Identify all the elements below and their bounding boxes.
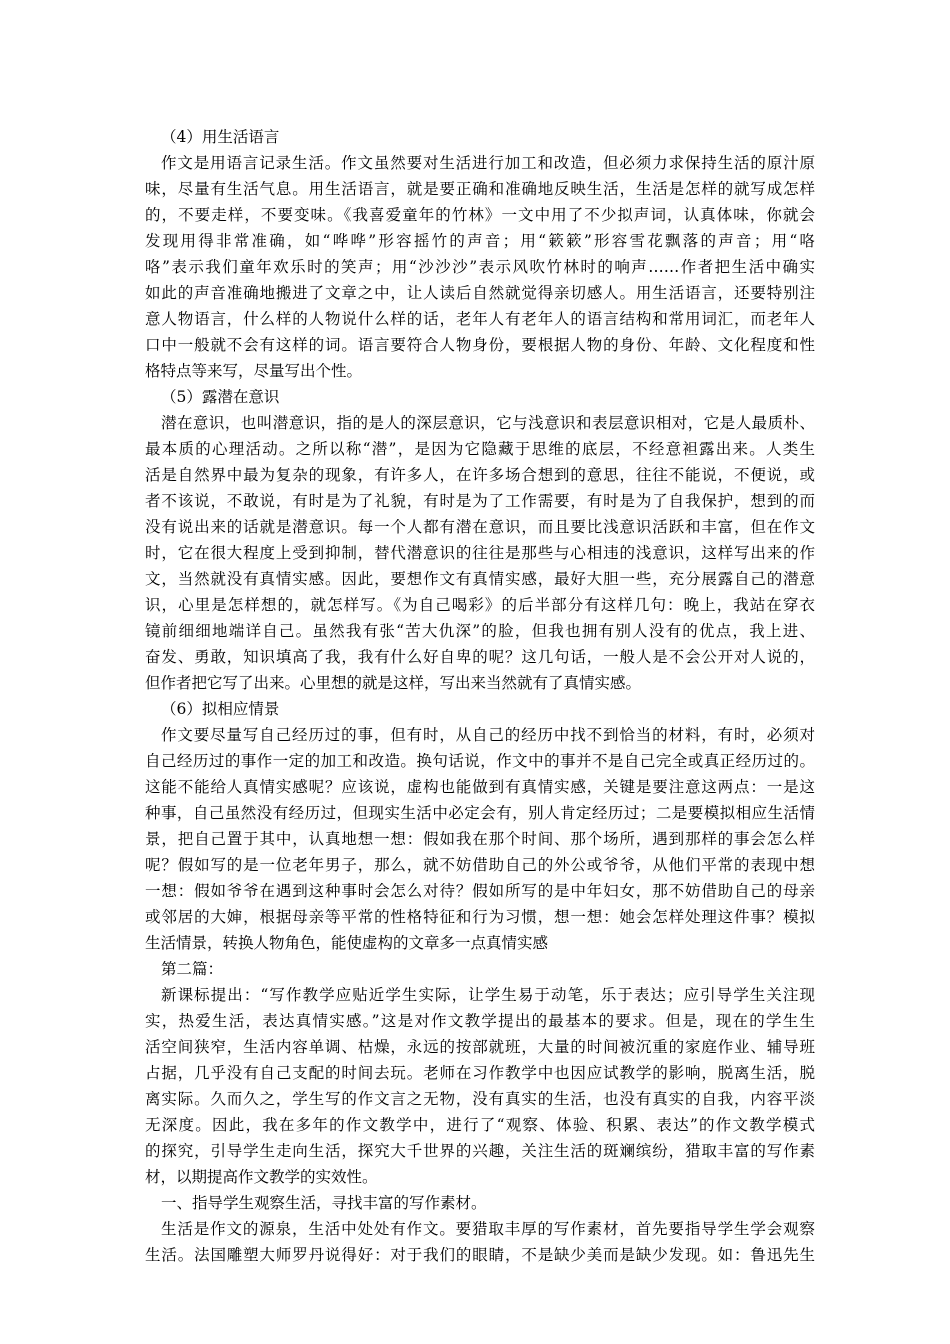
paragraph-line: 实，热爱生活，表达真情实感。”这是对作文教学提出的最基本的要求。但是，现在的学生生 <box>145 1012 815 1030</box>
paragraph-line: 文，当然就没有真情实感。因此，要想作文有真情实感，最好大胆一些，充分展露自己的潜意 <box>145 570 815 588</box>
paragraph-line: 意人物语言，什么样的人物说什么样的话，老年人有老年人的语言结构和常用词汇，而老年人 <box>145 310 815 328</box>
paragraph-line: 占据，几乎没有自己支配的时间去玩。老师在习作教学中也因应试教学的影响，脱离生活，脱 <box>145 1064 815 1082</box>
paragraph-line: 活是自然界中最为复杂的现象，有许多人，在许多场合想到的意思，往往不能说，不便说，或 <box>145 466 815 484</box>
paragraph-line: 格特点等来写，尽量写出个性。 <box>145 362 363 380</box>
paragraph-line: 最本质的心理活动。之所以称“潜”，是因为它隐藏于思维的底层，不经意袒露出来。人类生 <box>145 440 815 458</box>
paragraph-line: 离实际。久而久之，学生写的作文言之无物，没有真实的生活，也没有真实的自我，内容平淡 <box>145 1090 815 1108</box>
part-heading: 第二篇： <box>161 960 224 978</box>
paragraph-line: 的探究，引导学生走向生活，探究大千世界的兴趣，关注生活的斑斓缤纷，猎取丰富的写作素 <box>145 1142 815 1160</box>
paragraph-line: 作文是用语言记录生活。作文虽然要对生活进行加工和改造，但必须力求保持生活的原汁原 <box>161 154 815 172</box>
paragraph-line: 作文要尽量写自己经历过的事，但有时，从自己的经历中找不到恰当的材料，有时，必须对 <box>161 726 815 744</box>
section-heading: （5）露潜在意识 <box>161 388 280 406</box>
paragraph-line: 景，把自己置于其中，认真地想一想：假如我在那个时间、那个场所，遇到那样的事会怎么样 <box>145 830 815 848</box>
paragraph-line: 生活是作文的源泉，生活中处处有作文。要猎取丰厚的写作素材，首先要指导学生学会观察 <box>161 1220 815 1238</box>
paragraph-line: 一想：假如爷爷在遇到这种事时会怎么对待？假如所写的是中年妇女，那不妨借助自己的母亲 <box>145 882 815 900</box>
paragraph-line: 但作者把它写了出来。心里想的就是这样，写出来当然就有了真情实感。 <box>145 674 642 692</box>
paragraph-line: 活空间狭窄，生活内容单调、枯燥，永远的按部就班，大量的时间被沉重的家庭作业、辅导班 <box>145 1038 815 1056</box>
paragraph-line: 识，心里是怎样想的，就怎样写。《为自己喝彩》的后半部分有这样几句：晚上，我站在穿衣 <box>145 596 815 614</box>
paragraph-line: 味，尽量有生活气息。用生活语言，就是要正确和准确地反映生活，生活是怎样的就写成怎样 <box>145 180 815 198</box>
paragraph-line: 时，它在很大程度上受到抑制，替代潜意识的往往是那些与心相违的浅意识，这样写出来的作 <box>145 544 815 562</box>
paragraph-line: 无深度。因此，我在多年的作文教学中，进行了“观察、体验、积累、表达”的作文教学模式 <box>145 1116 815 1134</box>
paragraph-line: 生活情景，转换人物角色，能使虚构的文章多一点真情实感 <box>145 934 549 952</box>
paragraph-line: 没有说出来的话就是潜意识。每一个人都有潜在意识，而且要比浅意识活跃和丰富，但在作文 <box>145 518 815 536</box>
paragraph-line: 发现用得非常准确，如“哗哗”形容摇竹的声音；用“簌簌”形容雪花飘落的声音；用“咯 <box>145 232 815 250</box>
paragraph-line: 新课标提出：“写作教学应贴近学生实际，让学生易于动笔，乐于表达；应引导学生关注现 <box>161 986 815 1004</box>
paragraph-line: 口中一般就不会有这样的词。语言要符合人物身份，要根据人物的身份、年龄、文化程度和性 <box>145 336 815 354</box>
paragraph-line: 材，以期提高作文教学的实效性。 <box>145 1168 378 1186</box>
paragraph-line: 种事，自己虽然没有经历过，但现实生活中必定会有，别人肯定经历过；二是要模拟相应生活情 <box>145 804 815 822</box>
paragraph-line: 咯”表示我们童年欢乐时的笑声；用“沙沙沙”表示风吹竹林时的响声……作者把生活中确实 <box>145 258 815 276</box>
section-heading: （6）拟相应情景 <box>161 700 280 718</box>
document-page <box>145 124 815 1268</box>
section-heading: （4）用生活语言 <box>161 128 280 146</box>
paragraph-line: 奋发、勇敢，知识填高了我，我有什么好自卑的呢？这几句话，一般人是不会公开对人说的， <box>145 648 815 666</box>
paragraph-line: 的，不要走样，不要变味。《我喜爱童年的竹林》一文中用了不少拟声词，认真体味，你就会 <box>145 206 815 224</box>
paragraph-line: 呢？假如写的是一位老年男子，那么，就不妨借助自己的外公或爷爷，从他们平常的表现中想 <box>145 856 815 874</box>
paragraph-line: 潜在意识，也叫潜意识，指的是人的深层意识，它与浅意识和表层意识相对，它是人最质朴、 <box>161 414 815 432</box>
subsection-heading: 一、指导学生观察生活，寻找丰富的写作素材。 <box>161 1194 487 1212</box>
paragraph-line: 者不该说，不敢说，有时是为了礼貌，有时是为了工作需要，有时是为了自我保护，想到的而 <box>145 492 815 510</box>
paragraph-line: 或邻居的大婶，根据母亲等平常的性格特征和行为习惯，想一想：她会怎样处理这件事？模拟 <box>145 908 815 926</box>
paragraph-line: 如此的声音准确地搬进了文章之中，让人读后自然就觉得亲切感人。用生活语言，还要特别注 <box>145 284 815 302</box>
paragraph-line: 生活。法国雕塑大师罗丹说得好：对于我们的眼睛，不是缺少美而是缺少发现。如：鲁迅先生 <box>145 1246 815 1264</box>
paragraph-line: 这能不能给人真情实感呢？应该说，虚构也能做到有真情实感，关键是要注意这两点：一是这 <box>145 778 815 796</box>
paragraph-line: 镜前细细地端详自己。虽然我有张“苦大仇深”的脸，但我也拥有别人没有的优点，我上进、 <box>145 622 815 640</box>
paragraph-line: 自己经历过的事作一定的加工和改造。换句话说，作文中的事并不是自己完全或真正经历过的。 <box>145 752 815 770</box>
